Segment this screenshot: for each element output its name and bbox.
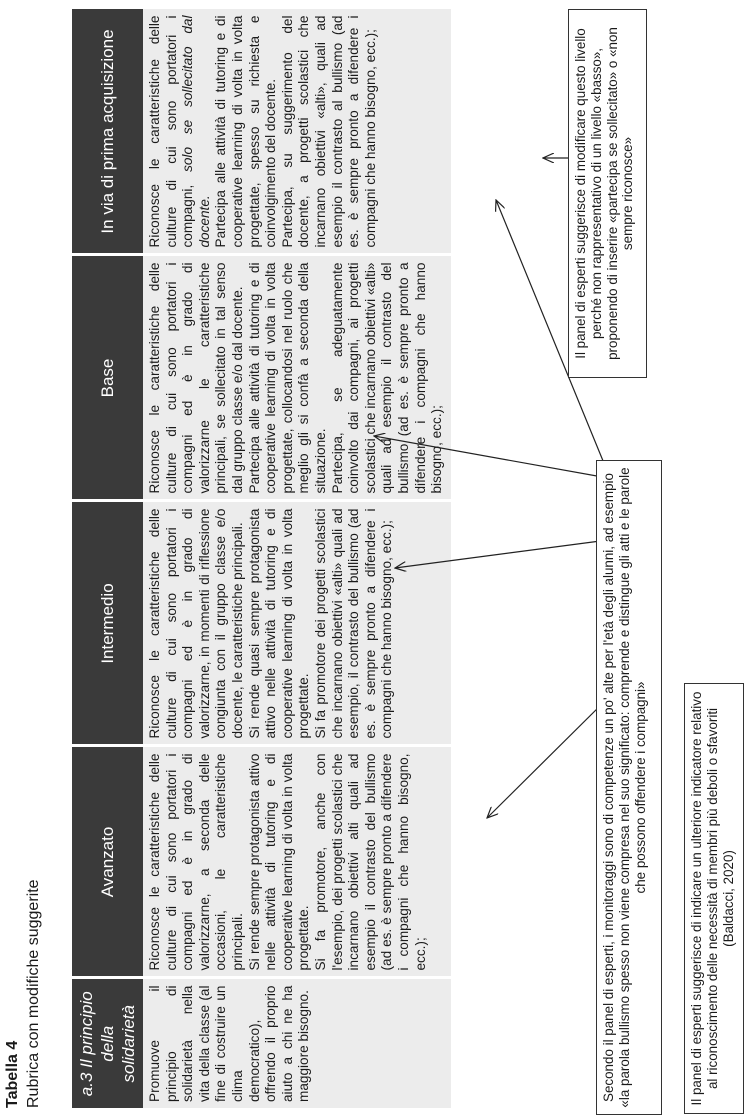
header-base: Base [72,255,143,501]
intermedio-p1: Riconosce le caratteristiche delle culture di cui sono portatori i compagni ed è in grado di valorizzarne, in momenti di riflessione congiunta con il gruppo classe e/o docente, le caratteristiche principali. [147,508,245,739]
avanzato-p2: Si rende sempre protagonista attivo nelle attività di tutoring e di cooperative learning di volta in volta progettate. [246,753,312,971]
table-number: Tabella 4 [4,1040,21,1108]
prima-p3: Partecipa, su suggerimento del docente, a progetti scolastici che incarnano obiettivi «alti», quali ad esempio il contrasto al bullismo (ad es. è sempre pronto a difendere i compagni che hanno bisogno, ecc.); [279,15,378,248]
note-bottom-left: Secondo il panel di esperti, i monitoraggi sono di competenze un po' alte per l'età degli alunni, ad esempio «la parola bullismo spesso non viene compresa nel suo significato: comprende e distingue gli atti e le parole che possono offendere i compagni» [596,460,662,1115]
base-p3: Partecipa, se adeguatamente coinvolto dai compagni, ai progetti scolastici che incarnano obiettivi «alti» quali ad esempio il contrasto del bullismo (ad es. è sempre pronto a difendere i compagni che hanno bisogno, ecc.); [329,262,445,494]
note-top-right: Il panel di esperti suggerisce di modificare questo livello perché non rappresentativo di un livello «basso», proponendo di inserire «partecipa se sollecitato» o «non sempre riconosce» [568,9,647,378]
prima-p1-italic: solo se sollecitato dal docente. [180,15,212,248]
arrow-to-base [374,436,608,478]
base-p1: Riconosce le caratteristiche delle culture di cui sono portatori i compagni ed è in grado di valorizzarne le caratteristiche principali, se sollecitato in tal senso dal gruppo classe e/o dal docente. [147,262,245,494]
criterion-title: Il principio della solidarietà [77,991,138,1083]
arrow-to-avanzato [487,698,608,818]
note-bottom-right: Il panel di esperti suggerisce di indicare un ulteriore indicatore relativo al riconoscimento delle necessità di membri più deboli o sfavoriti (Baldacci, 2020) [684,683,744,1114]
header-avanzato: Avanzato [72,746,143,978]
prima-p1-start: Riconosce le caratteristiche delle culture di cui sono portatori i compagni, [147,15,196,248]
arrow-to-intermedio [395,540,608,568]
intermedio-p2: Si rende quasi sempre protagonista attivo nelle attività di tutoring e di cooperative learning di volta in volta progettate. [246,508,312,739]
header-prima-acquisizione: In via di prima acquisizione [72,8,143,255]
table-caption: Rubrica con modifiche suggerite [25,879,42,1108]
base-p2: Partecipa alle attività di tutoring e di cooperative learning di volta in volta progettate, collocandosi nel ruolo che meglio gli si confà a seconda della situazione. [246,262,328,494]
criterion-code: a.3 [77,1067,96,1097]
header-intermedio: Intermedio [72,501,143,746]
prima-p2: Partecipa alle attività di tutoring e di cooperative learning di volta in volta progettate, spesso su richiesta e coinvolgimento del docente. [213,15,279,248]
intermedio-p3: Si fa promotore dei progetti scolastici che incarnano obiettivi «alti» quali ad esempio, il contrasto del bullismo (ad es. è sempre pronto a difendere i compagni che hanno bisogno, ecc.); [312,508,395,739]
criterion-text: Promuove il principio di solidarietà nella vita della classe (al fine di costruire un clima democratico), offrendo il proprio aiuto a chi ne ha maggiore bisogno. [147,985,312,1102]
avanzato-p1: Riconosce le caratteristiche delle culture di cui sono portatori i compagni ed è in grado di valorizzarne, a seconda delle occasioni, le caratteristiche principali. [147,753,245,971]
avanzato-p3: Si fa promotore, anche con l'esempio, dei progetti scolastici che incarnano obiettivi alti quali ad esempio il contrasto del bullismo (ad es. è sempre pronto a difendere i compagni che hanno bisogno, ecc.); [312,753,428,971]
